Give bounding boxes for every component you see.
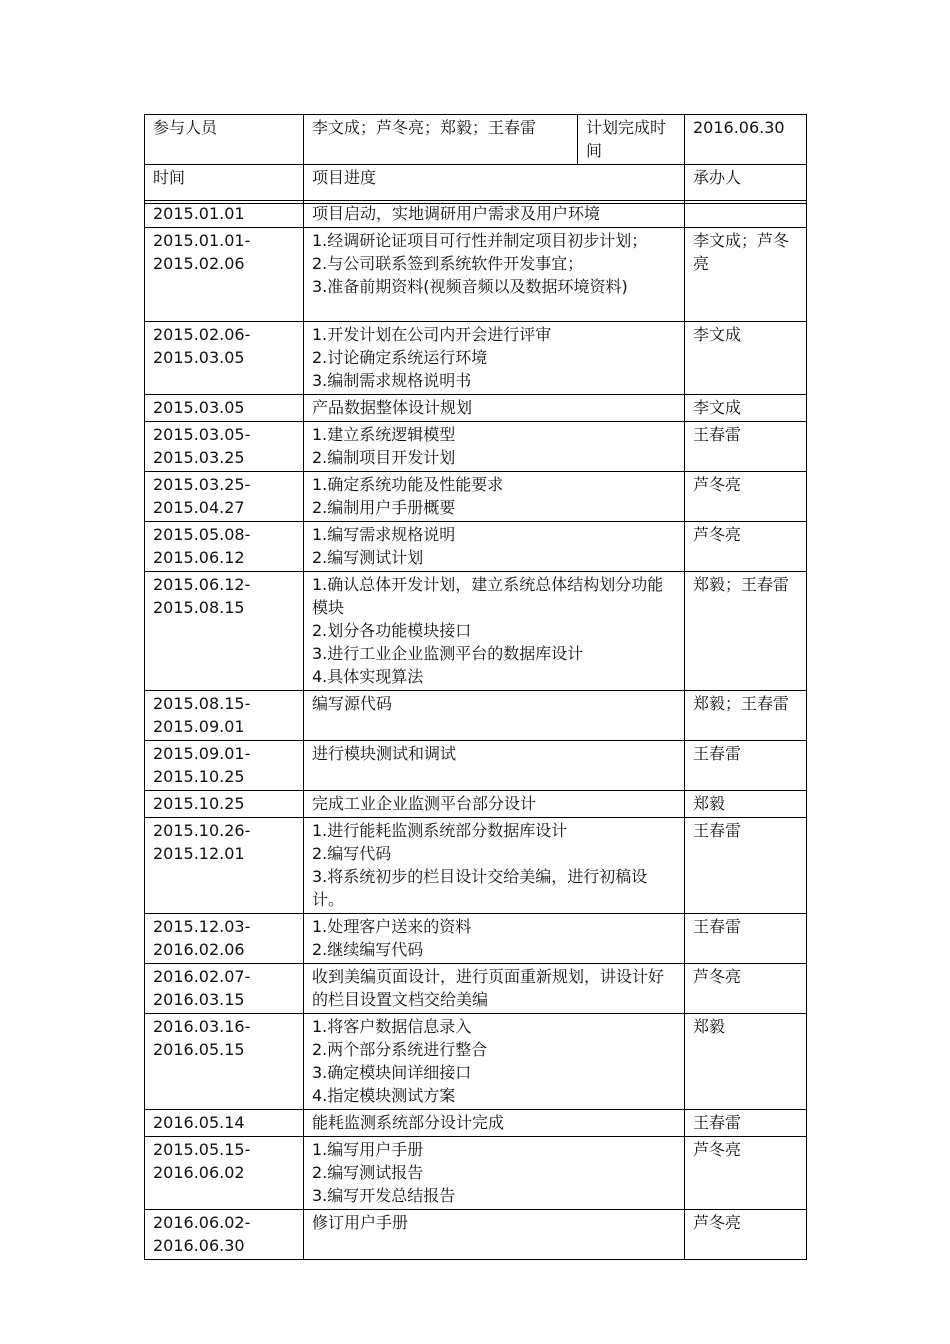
time-line: 2015.04.27 (153, 498, 245, 517)
time-line: 2015.01.01 (153, 204, 245, 223)
time-line: 2015.01.01- (153, 231, 251, 250)
table-row (145, 1210, 807, 1260)
owner-cell: 芦冬亮 (685, 472, 807, 522)
owner-cell: 王春雷 (685, 818, 807, 914)
progress-line: 2.两个部分系统进行整合 (312, 1040, 488, 1059)
table-row (145, 1110, 807, 1137)
table-row (145, 422, 807, 472)
time-line: 2015.12.01 (153, 844, 245, 863)
time-cell (145, 914, 304, 964)
participants-value: 李文成；芦冬亮；郑毅；王春雷 (304, 115, 578, 165)
time-cell (145, 572, 304, 691)
time-line: 2015.03.05 (153, 398, 245, 417)
progress-line: 3.进行工业企业监测平台的数据库设计 (312, 644, 584, 663)
time-cell (145, 422, 304, 472)
time-cell (145, 395, 304, 422)
time-line: 2015.06.12- (153, 575, 251, 594)
progress-cell (304, 1137, 685, 1210)
time-line: 2015.06.12 (153, 548, 245, 567)
time-cell (145, 818, 304, 914)
progress-line: 3.编写开发总结报告 (312, 1186, 456, 1205)
table-row (145, 791, 807, 818)
table-row (145, 395, 807, 422)
time-line: 2015.02.06 (153, 254, 245, 273)
table-row (145, 472, 807, 522)
time-line: 2015.05.15- (153, 1140, 251, 1159)
time-line: 2015.09.01 (153, 717, 245, 736)
time-line: 2016.02.07- (153, 967, 251, 986)
time-line: 2016.06.02- (153, 1213, 251, 1232)
progress-line: 1.建立系统逻辑模型 (312, 425, 456, 444)
progress-line: 1.进行能耗监测系统部分数据库设计 (312, 821, 568, 840)
progress-cell (304, 964, 685, 1014)
progress-line: 3.将系统初步的栏目设计交给美编，进行初稿设计。 (312, 867, 648, 909)
plan-label: 计划完成时间 (578, 115, 685, 165)
owner-cell: 李文成 (685, 322, 807, 395)
progress-cell (304, 395, 685, 422)
time-line: 2015.03.25- (153, 475, 251, 494)
progress-line: 1.编写用户手册 (312, 1140, 424, 1159)
table-row (145, 572, 807, 691)
progress-cell (304, 522, 685, 572)
progress-line: 收到美编页面设计，进行页面重新规划，讲设计好的栏目设置文档交给美编 (312, 967, 665, 1009)
owner-cell: 郑毅 (685, 1014, 807, 1110)
progress-line: 4.指定模块测试方案 (312, 1086, 456, 1105)
time-cell (145, 1210, 304, 1260)
time-line: 2015.08.15- (153, 694, 251, 713)
progress-cell (304, 572, 685, 691)
progress-cell (304, 1110, 685, 1137)
time-cell (145, 522, 304, 572)
progress-line: 完成工业企业监测平台部分设计 (312, 794, 537, 813)
time-cell (145, 791, 304, 818)
time-line: 2015.05.08- (153, 525, 251, 544)
schedule-table (144, 200, 807, 1260)
progress-line: 2.与公司联系签到系统软件开发事宜； (312, 254, 584, 273)
owner-cell: 王春雷 (685, 741, 807, 791)
owner-cell: 王春雷 (685, 1110, 807, 1137)
table-row (145, 522, 807, 572)
progress-line: 1.编写需求规格说明 (312, 525, 456, 544)
time-cell (145, 1137, 304, 1210)
progress-line: 3.编制需求规格说明书 (312, 371, 472, 390)
owner-cell: 郑毅；王春雷 (685, 572, 807, 691)
progress-line: 项目启动，实地调研用户需求及用户环境 (312, 204, 601, 223)
time-line: 2015.08.15 (153, 598, 245, 617)
progress-line: 4.具体实现算法 (312, 667, 424, 686)
progress-line: 进行模块测试和调试 (312, 744, 457, 763)
progress-cell (304, 201, 685, 228)
col-progress-header: 项目进度 (304, 165, 685, 204)
table-row (145, 741, 807, 791)
progress-cell (304, 472, 685, 522)
header-table (144, 114, 807, 204)
participants-row (145, 115, 807, 165)
time-cell (145, 1014, 304, 1110)
progress-line: 2.讨论确定系统运行环境 (312, 348, 488, 367)
progress-cell (304, 818, 685, 914)
time-line: 2015.02.06- (153, 325, 251, 344)
progress-cell (304, 1210, 685, 1260)
progress-line: 3.准备前期资料(视频音频以及数据环境资料) (312, 277, 628, 296)
time-line: 2015.10.26- (153, 821, 251, 840)
progress-cell (304, 228, 685, 322)
progress-line: 编写源代码 (312, 694, 393, 713)
time-line: 2016.02.06 (153, 940, 245, 959)
progress-cell (304, 741, 685, 791)
progress-line: 1.确认总体开发计划，建立系统总体结构划分功能模块 (312, 575, 664, 617)
owner-cell: 芦冬亮 (685, 1210, 807, 1260)
owner-cell: 李文成 (685, 395, 807, 422)
time-cell (145, 322, 304, 395)
time-cell (145, 201, 304, 228)
progress-cell (304, 791, 685, 818)
time-line: 2015.10.25 (153, 794, 245, 813)
time-cell (145, 1110, 304, 1137)
progress-line: 产品数据整体设计规划 (312, 398, 473, 417)
time-cell (145, 741, 304, 791)
time-line: 2016.05.14 (153, 1113, 245, 1132)
progress-line: 2.编写测试报告 (312, 1163, 424, 1182)
progress-line: 2.编制项目开发计划 (312, 448, 456, 467)
table-row (145, 691, 807, 741)
time-cell (145, 472, 304, 522)
progress-cell (304, 322, 685, 395)
progress-line: 2.编写代码 (312, 844, 392, 863)
time-cell (145, 964, 304, 1014)
progress-line: 2.编写测试计划 (312, 548, 424, 567)
table-row (145, 201, 807, 228)
owner-cell: 芦冬亮 (685, 964, 807, 1014)
time-cell (145, 691, 304, 741)
time-line: 2016.05.15 (153, 1040, 245, 1059)
progress-cell (304, 691, 685, 741)
col-owner-header: 承办人 (685, 165, 807, 204)
progress-cell (304, 1014, 685, 1110)
progress-line: 2.继续编写代码 (312, 940, 424, 959)
progress-line: 1.处理客户送来的资料 (312, 917, 472, 936)
schedule-body (145, 201, 807, 1260)
time-line: 2015.12.03- (153, 917, 251, 936)
owner-cell: 王春雷 (685, 422, 807, 472)
owner-cell: 芦冬亮 (685, 522, 807, 572)
col-time-header: 时间 (145, 165, 304, 204)
owner-cell: 郑毅 (685, 791, 807, 818)
table-row (145, 228, 807, 322)
owner-cell: 李文成；芦冬亮 (685, 228, 807, 322)
time-line: 2015.03.25 (153, 448, 245, 467)
table-row (145, 1014, 807, 1110)
time-line: 2015.03.05 (153, 348, 245, 367)
table-row (145, 1137, 807, 1210)
table-row (145, 964, 807, 1014)
table-row (145, 914, 807, 964)
table-row (145, 818, 807, 914)
participants-label: 参与人员 (145, 115, 304, 165)
progress-line: 1.将客户数据信息录入 (312, 1017, 472, 1036)
progress-line: 能耗监测系统部分设计完成 (312, 1113, 505, 1132)
time-line: 2016.03.16- (153, 1017, 251, 1036)
progress-line: 1.开发计划在公司内开会进行评审 (312, 325, 552, 344)
owner-cell: 芦冬亮 (685, 1137, 807, 1210)
owner-cell (685, 201, 807, 228)
progress-cell (304, 422, 685, 472)
owner-cell: 王春雷 (685, 914, 807, 964)
table-row (145, 322, 807, 395)
time-line: 2015.09.01- (153, 744, 251, 763)
plan-value: 2016.06.30 (685, 115, 807, 165)
progress-line: 2.划分各功能模块接口 (312, 621, 472, 640)
time-line: 2016.06.02 (153, 1163, 245, 1182)
progress-line: 3.确定模块间详细接口 (312, 1063, 472, 1082)
time-line: 2016.03.15 (153, 990, 245, 1009)
time-line: 2015.10.25 (153, 767, 245, 786)
progress-line: 1.经调研论证项目可行性并制定项目初步计划； (312, 231, 648, 250)
time-cell (145, 228, 304, 322)
progress-cell (304, 914, 685, 964)
progress-line: 1.确定系统功能及性能要求 (312, 475, 504, 494)
progress-line: 修订用户手册 (312, 1213, 409, 1232)
owner-cell: 郑毅；王春雷 (685, 691, 807, 741)
time-line: 2015.03.05- (153, 425, 251, 444)
time-line: 2016.06.30 (153, 1236, 245, 1255)
progress-line: 2.编制用户手册概要 (312, 498, 456, 517)
column-header-row (145, 165, 807, 204)
